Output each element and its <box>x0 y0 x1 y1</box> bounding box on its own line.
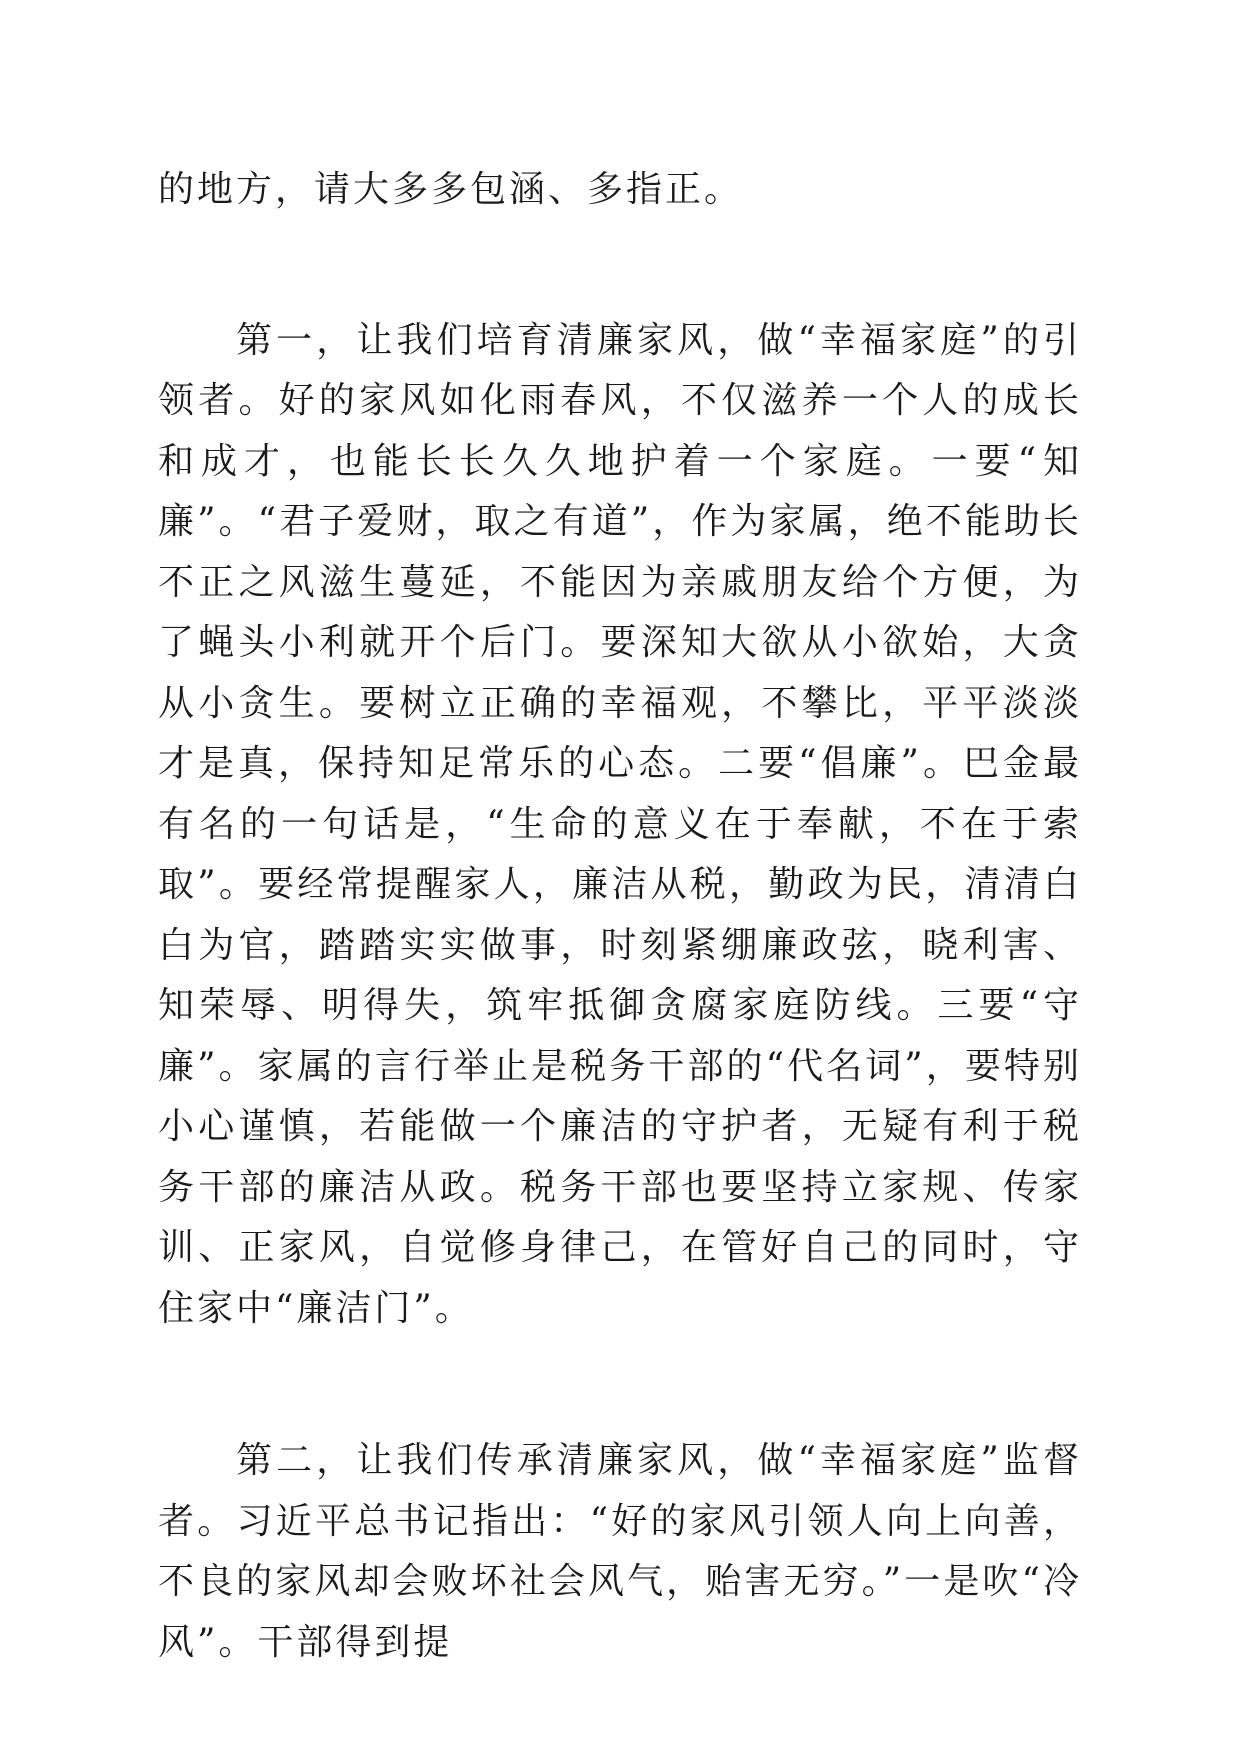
paragraph-section-one: 第一，让我们培育清廉家风，做“幸福家庭”的引领者。好的家风如化雨春风，不仅滋养一个人的成长和成才，也能长长久久地护着一个家庭。一要“知廉”。“君子爱财，取之有道”，作为家属，绝不能助长不正之风滋生蔓延，不能因为亲戚朋友给个方便，为了蝇头小利就开个后门。要深知大欲从小欲始，大贪从小贪生。要树立正确的幸福观，不攀比，平平淡淡才是真，保持知足常乐的心态。二要“倡廉”。巴金最有名的一句话是，“生命的意义在于奉献，不在于索取”。要经常提醒家人，廉洁从税，勤政为民，清清白白为官，踏踏实实做事，时刻紧绷廉政弦，晓利害、知荣辱、明得失，筑牢抵御贪腐家庭防线。三要“守廉”。家属的言行举止是税务干部的“代名词”，要特别小心谨慎，若能做一个廉洁的守护者，无疑有利于税务干部的廉洁从政。税务干部也要坚持立家规、传家训、正家风，自觉修身律己，在管好自己的同时，守住家中“廉洁门”。 <box>158 319 1082 1329</box>
document-page <box>158 160 1082 1673</box>
paragraph-section-two: 第二，让我们传承清廉家风，做“幸福家庭”监督者。习近平总书记指出：“好的家风引领人向上向善，不良的家风却会败坏社会风气，贻害无穷。”一是吹“冷风”。干部得到提 <box>158 1440 1082 1663</box>
paragraph-continuation: 的地方，请大多多包涵、多指正。 <box>158 169 744 210</box>
